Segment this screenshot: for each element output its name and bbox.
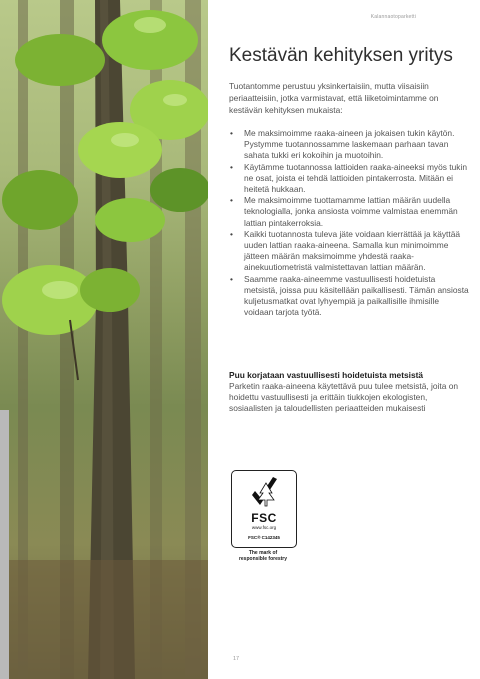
- section-subheading: Puu korjataan vastuullisesti hoidetuista metsistä: [229, 370, 424, 380]
- fsc-license-code: FSC® C142345: [248, 535, 280, 540]
- side-strip: [0, 410, 9, 679]
- section-paragraph: Parketin raaka-aineena käytettävä puu tulee metsistä, joita on hoidettu vastuullisesti ja erittäin tiukkojen ekologisten, sosiaalisten ja taloudellisten periaatteiden mukaisesti: [229, 381, 459, 414]
- forest-photo: [0, 0, 208, 679]
- forest-illustration: [0, 0, 208, 679]
- fsc-tagline-line-1: The mark of: [248, 550, 278, 556]
- fsc-url: www.fsc.org: [251, 525, 277, 530]
- list-item: • Kaikki tuotannosta tuleva jäte voidaan kierrättää ja käyttää uuden lattian raaka-aineena. Samalla kun minimoimme jätteen määrän maksimoimme yhdestä raaka-ainekuutiometristä valmistettavan lattian määrän.: [229, 229, 469, 274]
- page-number: 17: [233, 656, 240, 662]
- fsc-tagline-line-2: responsible forestry: [238, 556, 288, 562]
- section-header: Kalannaotoparketti: [370, 14, 416, 20]
- fsc-wordmark: FSC: [251, 511, 277, 525]
- fsc-logo: [231, 470, 297, 548]
- list-item: • Saamme raaka-aineemme vastuullisesti hoidetuista metsistä, joissa puu käsitellään paikallisesti. Tämän ansiosta kuljetusmatkat ovat lyhyempiä ja paikallisille ihmisille voidaan tarjota työtä.: [229, 274, 469, 319]
- principles-list: [229, 128, 469, 318]
- list-item: • Me maksimoimme tuottamamme lattian määrän uudella teknologialla, jonka ansiosta voimme valmistaa enemmän lattian pintakerroksia.: [229, 195, 469, 229]
- list-item: • Me maksimoimme raaka-aineen ja jokaisen tukin käytön. Pystymme tuotannossamme laskemaan parhaan tavan sahata tukki eri kokoihin ja muotoihin.: [229, 128, 469, 162]
- fsc-tagline: [226, 550, 300, 562]
- fsc-checktree-icon: [246, 475, 282, 511]
- page-title: Kestävän kehityksen yritys: [229, 45, 453, 66]
- intro-paragraph: Tuotantomme perustuu yksinkertaisiin, mutta viisaisiin periaatteisiin, jotka varmistavat, että liiketoimintamme on kestävän kehityksen mukaista:: [229, 81, 439, 115]
- list-item: • Käytämme tuotannossa lattioiden raaka-aineeksi myös tukin ne osat, joista ei tehdä lattioiden pintakerrosta. Mitään ei heitetä hukkaan.: [229, 162, 469, 196]
